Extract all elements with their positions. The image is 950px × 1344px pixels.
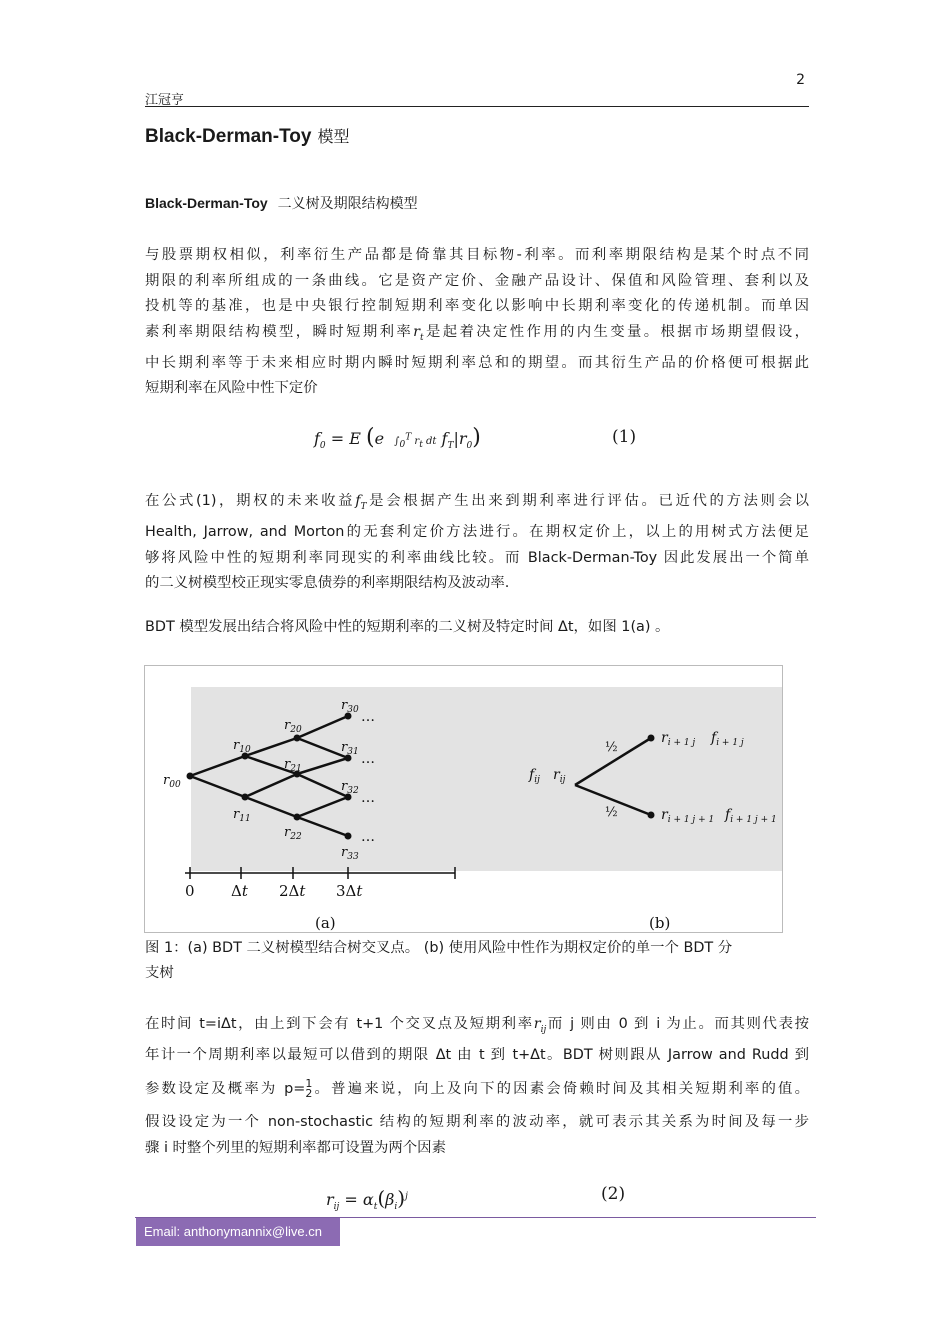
node-r11 [242, 794, 249, 801]
svg-text:…: … [361, 709, 375, 725]
equation-2: $r_{ij} = \alpha_t(\beta_i)^j$ [326, 1186, 408, 1213]
label-r10: $r_{10}$ [233, 738, 251, 755]
paragraph-line: 的二义树模型校正现实零息债券的利率期限结构及波动率. [145, 575, 510, 592]
label-fij: $f_{ij}$ [529, 767, 540, 785]
header-author: 江冠亨 [145, 93, 185, 108]
prob-up: ½ [605, 740, 618, 755]
paragraph-line: 中长期利率等于未来相应时期内瞬时短期利率总和的期望。而其衍生产品的价格便可根据此 [145, 354, 809, 371]
paragraph-line: 投机等的基准，也是中央银行控制短期利率变化以影响中长期利率变化的传递机制。而单因 [145, 298, 809, 314]
label-f-up: $f_{i + 1 j}$ [711, 730, 744, 748]
title-main: Black-Derman-Toy [145, 126, 312, 147]
paragraph-4 [145, 1012, 809, 1161]
paragraph-line: 短期利率在风险中性下定价 [145, 380, 318, 397]
tick-0: 0 [185, 882, 195, 900]
svg-text:…: … [361, 829, 375, 845]
section-heading-rest: 二义树及期限结构模型 [277, 196, 418, 212]
equation-2-number: (2) [601, 1184, 626, 1204]
footer-email[interactable]: Email: anthonymannix@live.cn [136, 1218, 340, 1246]
node-r00 [187, 773, 194, 780]
paragraph-line: 期限的利率所组成的一条曲线。它是资产定价、金融产品设计、保值和风险管理、套利以及 [145, 272, 809, 289]
node-r33 [345, 833, 352, 840]
header-rule [145, 106, 809, 107]
label-r21: $r_{21}$ [284, 757, 302, 774]
paragraph-2 [145, 489, 809, 597]
page-title [145, 124, 350, 148]
paragraph-line: 在公式(1)，期权的未来收益$f_T$是会根据产生出来到期利率进行评估。已近代的方法则会以 [145, 493, 809, 512]
title-suffix: 模型 [317, 127, 350, 146]
label-r-up: $r_{i + 1 j}$ [661, 730, 696, 748]
page-number: 2 [796, 72, 805, 88]
label-r32: $r_{32}$ [341, 779, 359, 796]
figure-a-label: (a) [315, 914, 336, 932]
paragraph-line: 参数设定及概率为 p=1 2。普遍来说，向上及向下的因素会倚赖时间及其相关短期利率的值。 [145, 1076, 809, 1100]
node-r20 [294, 735, 301, 742]
label-r-down: $r_{i + 1 j + 1}$ [661, 807, 715, 825]
equation-1-number: (1) [612, 427, 637, 447]
paragraph-line: Health, Jarrow, and Morton的无套利定价方法进行。在期权定价上，以上的用树式方法便足 [145, 524, 809, 541]
section-heading [145, 193, 418, 213]
label-f-down: $f_{i + 1 j + 1}$ [725, 807, 777, 825]
figure-1 [144, 665, 783, 933]
label-rij: $r_{ij}$ [553, 767, 566, 785]
svg-text:…: … [361, 751, 375, 767]
paragraph-1 [145, 243, 809, 402]
tick-2dt: 2Δt [279, 882, 306, 900]
paragraph-line: 素利率期限结构模型，瞬时短期利率$r_t$是起着决定性作用的内生变量。根据市场期望假设， [145, 323, 809, 343]
tick-3dt: 3Δt [336, 882, 363, 900]
label-r22: $r_{22}$ [284, 825, 302, 842]
paragraph-line: 假设设定为一个 non-stochastic 结构的短期利率的波动率，就可表示其关系为时间及每一步 [145, 1114, 809, 1131]
label-r00: $r_{00}$ [163, 773, 181, 790]
figure-b-label: (b) [649, 914, 671, 932]
caption-line: 支树 [145, 965, 174, 981]
paragraph-line: 骤 i 时整个列里的短期利率都可设置为两个因素 [145, 1139, 446, 1156]
caption-line: 图 1：(a) BDT 二义树模型结合树交叉点。 (b) 使用风险中性作为期权定价的单一个 BDT 分 [145, 940, 733, 956]
label-r30: $r_{30}$ [341, 698, 359, 715]
paragraph-line: 在时间 t=iΔt，由上到下会有 t+1 个交叉点及短期利率$r_{ij}$而 j 则由 0 到 i 为止。而其则代表按 [145, 1016, 809, 1035]
label-r33: $r_{33}$ [341, 845, 359, 862]
paragraph-line: BDT 模型发展出结合将风险中性的短期利率的二义树及特定时间 Δt，如图 1(a) 。 [145, 619, 670, 635]
figure-caption [145, 936, 809, 986]
node-r22 [294, 814, 301, 821]
tick-dt: Δt [231, 882, 248, 900]
prob-down: ½ [605, 805, 618, 820]
figure-1-svg [145, 666, 782, 932]
paragraph-3 [145, 615, 809, 641]
time-axis-labels [185, 882, 363, 900]
paragraph-line: 够将风险中性的短期利率同现实的利率曲线比较。而 Black-Derman-Toy 因此发展出一个简单 [145, 549, 809, 566]
label-r11: $r_{11}$ [233, 807, 251, 824]
svg-text:…: … [361, 790, 375, 806]
label-r20: $r_{20}$ [284, 718, 302, 735]
section-heading-bold: Black-Derman-Toy [145, 195, 268, 211]
paragraph-line: 年计一个周期利率以最短可以借到的期限 Δt 由 t 到 t+Δt。BDT 树则跟从 Jarrow and Rudd 到 [145, 1047, 809, 1064]
paragraph-line: 与股票期权相似，利率衍生产品都是倚靠其目标物-利率。而利率期限结构是某个时点不同 [145, 247, 809, 263]
label-r31: $r_{31}$ [341, 740, 359, 757]
equation-1: $f_0 = E$ (e $\int_0^T$ $r_t$ dt $f_T|r_0$) [314, 425, 481, 452]
